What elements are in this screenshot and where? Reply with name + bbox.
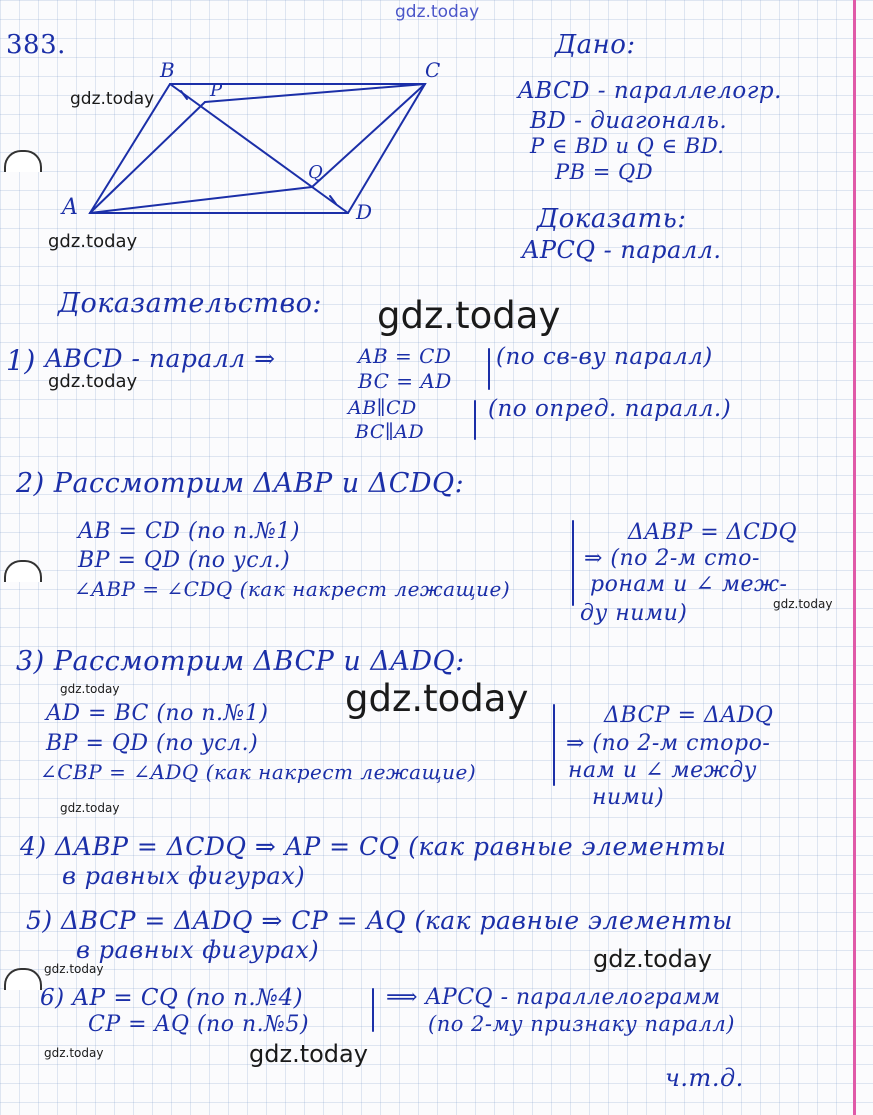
vertex-label-d: D [356, 200, 373, 224]
segment-qc [312, 84, 425, 187]
vertex-label-a: A [62, 195, 79, 220]
given-heading: Дано: [555, 30, 636, 60]
step5-line: 5) ΔBCP = ΔADQ ⇒ CP = AQ (как равные элементы [26, 906, 733, 935]
watermark: gdz.today [593, 945, 712, 973]
step3-title: 3) Рассмотрим ΔBCP и ΔADQ: [16, 646, 465, 677]
step3-result: ΔBCP = ΔADQ [604, 703, 774, 728]
prove-heading: Доказать: [537, 204, 687, 234]
step2-result: ΔABP = ΔCDQ [628, 520, 798, 545]
given-line: BD - диагональ. [530, 108, 728, 134]
watermark: gdz.today [44, 962, 104, 976]
step3-line: AD = BC (по п.№1) [46, 701, 269, 726]
brace [572, 520, 574, 606]
watermark: gdz.today [345, 677, 529, 720]
point-label-q: Q [308, 162, 324, 183]
segment-pc [205, 84, 425, 102]
watermark: gdz.today [249, 1040, 368, 1068]
proof-heading: Доказательство: [58, 288, 323, 319]
step2-result: ду ними) [580, 601, 688, 626]
step2-line: ∠ABP = ∠CDQ (как накрест лежащие) [74, 577, 511, 601]
step1-equality: BC = AD [358, 369, 452, 393]
step2-line: AB = CD (по п.№1) [78, 519, 300, 544]
step2-line: BP = QD (по усл.) [78, 548, 291, 573]
watermark: gdz.today [44, 1046, 104, 1060]
watermark: gdz.today [48, 231, 138, 252]
step1-reason: (по св-ву паралл) [496, 344, 713, 370]
step6-result: ⟹ APCQ - параллелограмм [386, 985, 721, 1010]
step6-line: 6) AP = CQ (по п.№4) [40, 985, 304, 1011]
segment-aq [90, 187, 312, 213]
step6-line: CP = AQ (по п.№5) [88, 1012, 310, 1037]
vertex-label-c: C [425, 58, 441, 82]
brace [488, 348, 490, 390]
watermark: gdz.today [60, 801, 120, 815]
step3-line: BP = QD (по усл.) [46, 731, 259, 756]
problem-number: 383. [6, 30, 66, 60]
watermark: gdz.today [70, 89, 155, 109]
step4-line: в равных фигурах) [62, 862, 306, 890]
step3-result: ⇒ (по 2-м сторо- [566, 731, 771, 756]
watermark-top: gdz.today [395, 2, 480, 22]
step1-reason: (по опред. паралл.) [488, 396, 732, 422]
brace [553, 704, 555, 786]
step-number: 1) [6, 344, 36, 377]
step4-line: 4) ΔABP = ΔCDQ ⇒ AP = CQ (как равные элементы [20, 832, 727, 861]
given-line: ABCD - параллелогр. [518, 78, 782, 104]
step2-result: ронам и ∠ меж- [590, 572, 788, 597]
step6-result: (по 2-му признаку паралл) [428, 1012, 735, 1036]
given-line: PB = QD [555, 160, 654, 184]
brace [474, 400, 476, 440]
watermark: gdz.today [377, 294, 561, 337]
step2-title: 2) Рассмотрим ΔABP и ΔCDQ: [16, 468, 465, 499]
point-label-p: P [210, 80, 223, 101]
given-line: P ∈ BD и Q ∈ BD. [530, 134, 725, 158]
vertex-label-b: B [160, 58, 176, 82]
step1-statement: ABCD - паралл ⇒ [45, 344, 276, 373]
step1-parallel: AB∥CD [348, 397, 417, 419]
qed: ч.т.д. [665, 1064, 744, 1092]
step2-result: ⇒ (по 2-м сто- [584, 546, 760, 571]
step5-line: в равных фигурах) [76, 936, 320, 964]
watermark: gdz.today [48, 371, 138, 392]
step1-equality: AB = CD [358, 344, 452, 368]
prove-line: APCQ - паралл. [522, 236, 722, 264]
step1-parallel: BC∥AD [355, 421, 425, 443]
step3-line: ∠CBP = ∠ADQ (как накрест лежащие) [40, 760, 477, 784]
step3-result: нам и ∠ между [568, 758, 757, 783]
watermark: gdz.today [773, 597, 833, 611]
step3-result: ними) [592, 785, 665, 810]
brace [372, 988, 374, 1032]
watermark: gdz.today [60, 682, 120, 696]
